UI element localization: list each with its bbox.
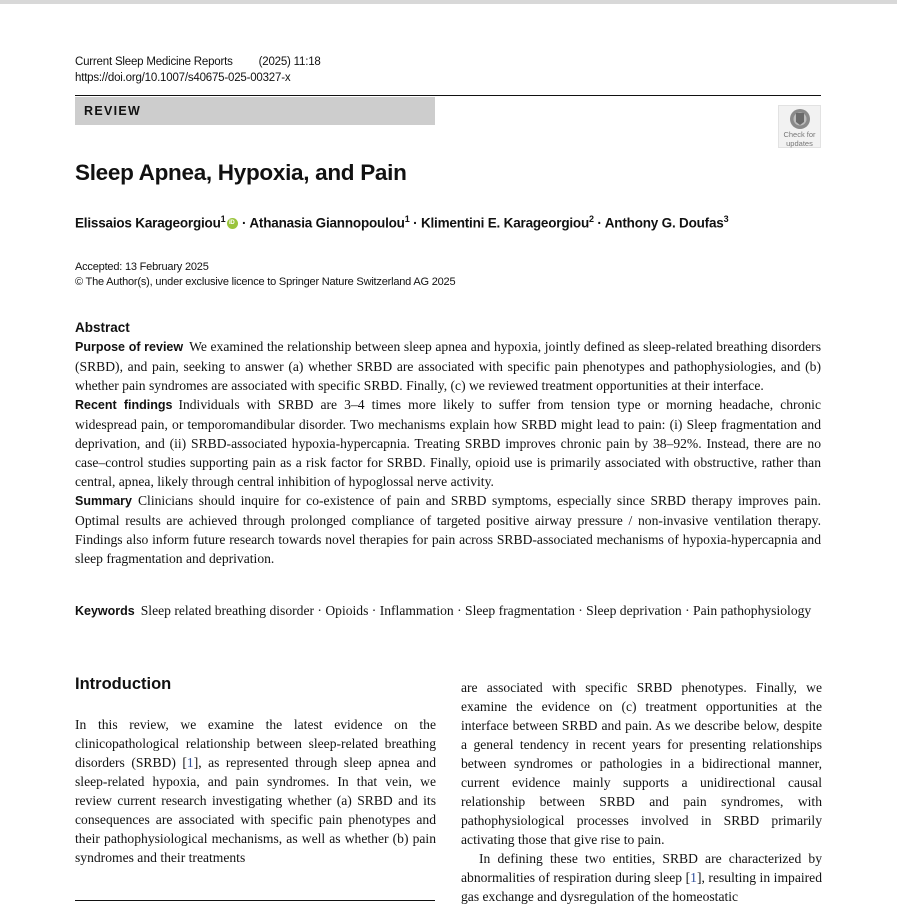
affiliation-sup: 2 <box>589 214 594 224</box>
article-title: Sleep Apnea, Hypoxia, and Pain <box>75 160 407 185</box>
introduction-heading: Introduction <box>75 675 172 693</box>
abstract-purpose <box>75 337 821 395</box>
intro-paragraph <box>75 715 436 867</box>
author-name[interactable]: Anthony G. Doufas <box>604 215 724 231</box>
abstract-findings <box>75 395 821 491</box>
journal-info <box>75 54 321 86</box>
intro-text: In this review, we examine the latest evidence on the clinicopathological relationship between sleep-related breathing disorders (SRBD) [ <box>75 717 436 770</box>
findings-label: Recent findings <box>75 398 173 412</box>
doi-link[interactable]: https://doi.org/10.1007/s40675-025-00327-x <box>75 72 291 84</box>
keywords-text: Sleep related breathing disorder · Opioids · Inflammation · Sleep fragmentation · Sleep deprivation · Pain pathophysiology <box>140 603 812 618</box>
accepted-date: Accepted: 13 February 2025 <box>75 261 209 273</box>
license-note: © The Author(s), under exclusive licence to Springer Nature Switzerland AG 2025 <box>75 276 456 288</box>
author-name[interactable]: Elissaios Karageorgiou <box>75 215 221 231</box>
affiliation-sup: 1 <box>404 214 410 224</box>
intro-paragraph-continued: are associated with specific SRBD phenotypes. Finally, we examine the evidence on (c) treatment opportunities at the interface between SRBD and pain. As we describe below, despite a general tendency in recent years for presenting relationships between syndromes or pathologies in a bidirectional manner, current evidence mainly supports a unidirectional causal relationship between SRBD and pain syndromes, with pathophysiological processes involved in SRBD primarily activating those that give rise to pain. <box>461 680 822 847</box>
body-column-left <box>75 715 436 867</box>
check-updates-line1: Check for <box>783 130 816 139</box>
citation-link[interactable]: 1 <box>186 755 194 770</box>
author-list <box>75 214 728 231</box>
article-type-bar <box>75 97 435 125</box>
author-separator: · <box>238 215 250 231</box>
abstract-summary <box>75 491 821 568</box>
author-name[interactable]: Athanasia Giannopoulou <box>249 215 405 231</box>
summary-text: Clinicians should inquire for co-existence of pain and SRBD symptoms, especially since SRBD therapy improves pain. Optimal results are achieved through prolonged compliance of targeted positive airway pressure / non-invasive ventilation therapy. Findings also inform future research towards novel therapies for pain across SRBD-associated mechanisms of hypoxia-hypercapnia and sleep fragmentation and deprivation. <box>75 493 821 566</box>
summary-label: Summary <box>75 494 132 508</box>
intro-text: ], resulting in impaired gas exchange and dysregulation of the homeostatic <box>461 870 822 904</box>
footnote-rule <box>75 900 435 901</box>
author-name[interactable]: Klimentini E. Karageorgiou <box>420 215 590 231</box>
check-for-updates-button[interactable] <box>778 105 821 148</box>
citation-link[interactable]: 1 <box>690 870 697 885</box>
orcid-icon[interactable] <box>227 218 238 229</box>
intro-text: In defining these two entities, SRBD are characterized by abnormalities of respiration during sleep [ <box>461 851 822 885</box>
intro-paragraph <box>461 849 822 906</box>
keywords <box>75 601 821 621</box>
findings-text: Individuals with SRBD are 3–4 times more likely to suffer from tension type or morning headache, chronic widespread pain, or temporomandibular disorder. Two mechanisms explain how SRBD might lead to pain: (i) Sleep fragmentation and deprivation, and (ii) SRBD-associated hypoxia-hypercapnia. Treating SRBD improves chronic pain by 38–92%. Instead, there are no case–control studies supporting pain as a risk factor for SRBD. Finally, opioid use is primarily associated with obstructive, rather than central, apnea, likely through central inhibition of hypoglossal nerve activity. <box>75 397 821 489</box>
article-dates <box>75 260 455 290</box>
purpose-text: We examined the relationship between sleep apnea and hypoxia, jointly defined as sleep-related breathing disorders (SRBD), and pain, seeking to answer (a) whether SRBD are associated with specific pain phenotypes and pathophysiologies, and (b) whether pain syndromes are associated with specific SRBD. Finally, (c) we reviewed treatment opportunities at their interface. <box>75 339 821 393</box>
purpose-label: Purpose of review <box>75 340 184 354</box>
abstract-heading: Abstract <box>75 320 130 335</box>
affiliation-sup: 3 <box>723 214 729 224</box>
keywords-label: Keywords <box>75 604 135 618</box>
journal-citation: (2025) 11:18 <box>258 56 321 68</box>
body-column-right <box>461 678 822 906</box>
header-rule <box>75 95 821 96</box>
top-border <box>0 0 897 4</box>
check-updates-line2: updates <box>786 138 813 148</box>
intro-text: ], as represented through sleep apnea and sleep-related hypoxia, and pain syndromes. In that vein, we review current research investigating whether (a) SRBD and its consequences are associated with specific pain phenotypes and their pathophysiological mechanisms, as well as whether (b) pain syndromes and their treatments <box>75 755 436 865</box>
article-type-label: REVIEW <box>84 104 142 118</box>
affiliation-sup: 1 <box>220 214 226 224</box>
author-separator: · <box>409 215 421 231</box>
abstract-section <box>75 318 821 568</box>
check-updates-icon <box>789 108 811 130</box>
journal-name: Current Sleep Medicine Reports <box>75 56 233 68</box>
author-separator: · <box>593 215 605 231</box>
